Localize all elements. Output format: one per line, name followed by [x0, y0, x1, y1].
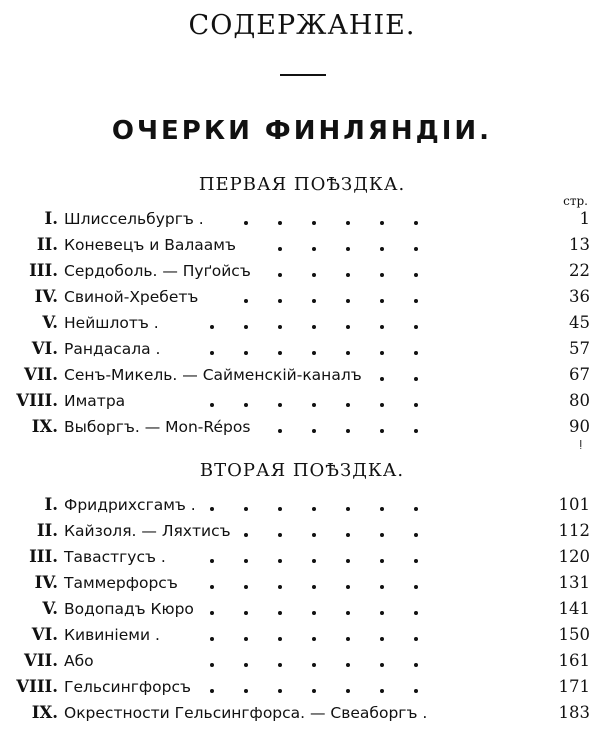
toc-entry: [0, 389, 604, 413]
leader-dot: [380, 325, 384, 329]
leader-dot: [346, 429, 350, 433]
chapter-number: IV.: [34, 573, 58, 592]
page-column-label: стр.: [563, 194, 588, 208]
leader-dot: [210, 637, 214, 641]
leader-dot: [346, 533, 350, 537]
chapter-number: III.: [29, 547, 58, 566]
toc-entry: [0, 519, 604, 543]
chapter-number: V.: [42, 599, 58, 618]
page-number: 22: [569, 261, 590, 280]
leader-dot: [210, 559, 214, 563]
leader-dot: [278, 429, 282, 433]
leader-dot: [210, 507, 214, 511]
leader-dot: [278, 585, 282, 589]
leader-dot: [380, 611, 384, 615]
section-heading-second-trip: ВТОРАЯ ПОѢЗДКА.: [199, 460, 405, 481]
page-number: 36: [569, 287, 590, 306]
leader-dot: [244, 221, 248, 225]
toc-entry: [0, 259, 604, 283]
chapter-number: II.: [36, 235, 58, 254]
leader-dot: [414, 377, 418, 381]
chapter-title: Шлиссельбургъ .: [64, 210, 204, 228]
leader-dot: [244, 507, 248, 511]
leader-dot: [312, 585, 316, 589]
section-heading-first-trip: ПЕРВАЯ ПОѢЗДКА.: [198, 174, 406, 195]
chapter-number: VI.: [31, 625, 58, 644]
leader-dot: [312, 611, 316, 615]
leader-dot: [244, 663, 248, 667]
chapter-number: I.: [44, 209, 58, 228]
chapter-number: V.: [42, 313, 58, 332]
chapter-title: Рандасала .: [64, 340, 161, 358]
page-number: 1: [579, 209, 590, 228]
leader-dot: [414, 507, 418, 511]
page-number: 141: [558, 599, 590, 618]
leader-dot: [278, 351, 282, 355]
leader-dot: [346, 663, 350, 667]
leader-dot: [278, 689, 282, 693]
chapter-title: Сердоболь. — Пуґойсъ: [64, 262, 251, 280]
leader-dot: [346, 507, 350, 511]
page-number: 13: [569, 235, 590, 254]
leader-dot: [244, 351, 248, 355]
chapter-title: Коневецъ и Валаамъ: [64, 236, 236, 254]
leader-dot: [244, 533, 248, 537]
leader-dot: [244, 637, 248, 641]
leader-dot: [278, 533, 282, 537]
leader-dot: [312, 299, 316, 303]
leader-dot: [346, 585, 350, 589]
toc-entry: [0, 597, 604, 621]
chapter-number: I.: [44, 495, 58, 514]
leader-dot: [312, 689, 316, 693]
leader-dot: [312, 403, 316, 407]
leader-dot: [380, 689, 384, 693]
leader-dot: [414, 637, 418, 641]
chapter-number: III.: [29, 261, 58, 280]
leader-dot: [414, 689, 418, 693]
leader-dot: [278, 559, 282, 563]
leader-dot: [346, 273, 350, 277]
leader-dot: [312, 429, 316, 433]
toc-entry: [0, 493, 604, 517]
leader-dot: [312, 507, 316, 511]
page-number: 67: [569, 365, 590, 384]
leader-dot: [278, 221, 282, 225]
toc-entry: [0, 649, 604, 673]
toc-entry: [0, 675, 604, 699]
leader-dot: [346, 299, 350, 303]
toc-entry: [0, 571, 604, 595]
leader-dot: [244, 611, 248, 615]
chapter-title: Водопадъ Кюро: [64, 600, 194, 618]
leader-dot: [414, 663, 418, 667]
leader-dot: [380, 403, 384, 407]
leader-dot: [414, 351, 418, 355]
toc-entry: [0, 337, 604, 361]
chapter-number: II.: [36, 521, 58, 540]
leader-dot: [380, 351, 384, 355]
chapter-title: Або: [64, 652, 94, 670]
chapter-title: Иматра: [64, 392, 126, 410]
leader-dot: [380, 429, 384, 433]
leader-dot: [312, 637, 316, 641]
page-number: 183: [558, 703, 590, 722]
leader-dot: [414, 273, 418, 277]
chapter-number: IX.: [31, 703, 58, 722]
leader-dot: [346, 247, 350, 251]
leader-dot: [278, 611, 282, 615]
chapter-title: Таммерфорсъ: [64, 574, 178, 592]
leader-dot: [312, 663, 316, 667]
leader-dot: [346, 351, 350, 355]
chapter-number: IX.: [31, 417, 58, 436]
leader-dot: [380, 247, 384, 251]
leader-dot: [380, 637, 384, 641]
leader-dot: [414, 429, 418, 433]
chapter-title: Кивиніеми .: [64, 626, 160, 644]
leader-dot: [210, 351, 214, 355]
page-number: 112: [558, 521, 590, 540]
page-number: 171: [558, 677, 590, 696]
leader-dot: [278, 663, 282, 667]
leader-dot: [244, 559, 248, 563]
leader-dot: [244, 403, 248, 407]
leader-dot: [210, 663, 214, 667]
toc-entry: [0, 233, 604, 257]
leader-dot: [244, 299, 248, 303]
leader-dot: [346, 559, 350, 563]
leader-dot: [380, 221, 384, 225]
chapter-title: Гельсингфорсъ: [64, 678, 191, 696]
leader-dot: [414, 611, 418, 615]
leader-dot: [244, 325, 248, 329]
leader-dot: [414, 533, 418, 537]
chapter-title: Кайзоля. — Ляхтисъ: [64, 522, 231, 540]
toc-entry: [0, 545, 604, 569]
leader-dot: [278, 637, 282, 641]
leader-dot: [312, 559, 316, 563]
page-number: 131: [558, 573, 590, 592]
chapter-title: Выборгъ. — Mon-Répos: [64, 418, 251, 436]
print-mark: ǃ: [579, 438, 583, 452]
chapter-title: Нейшлотъ .: [64, 314, 159, 332]
leader-dot: [414, 247, 418, 251]
page-number: 161: [558, 651, 590, 670]
page-title: СОДЕРЖАНІЕ.: [188, 10, 416, 41]
leader-dot: [312, 325, 316, 329]
chapter-title: Тавастгусъ .: [64, 548, 166, 566]
chapter-title: Фридрихсгамъ .: [64, 496, 196, 514]
leader-dot: [278, 273, 282, 277]
toc-entry: [0, 311, 604, 335]
chapter-number: VII.: [24, 651, 58, 670]
leader-dot: [210, 403, 214, 407]
leader-dot: [312, 247, 316, 251]
leader-dot: [346, 221, 350, 225]
leader-dot: [380, 559, 384, 563]
leader-dot: [312, 351, 316, 355]
leader-dot: [380, 273, 384, 277]
leader-dot: [312, 273, 316, 277]
leader-dot: [244, 689, 248, 693]
chapter-number: VIII.: [16, 677, 58, 696]
leader-dot: [380, 533, 384, 537]
leader-dot: [380, 507, 384, 511]
title-divider: [280, 74, 326, 76]
leader-dot: [278, 247, 282, 251]
leader-dot: [346, 689, 350, 693]
leader-dot: [414, 325, 418, 329]
leader-dot: [380, 377, 384, 381]
leader-dot: [346, 637, 350, 641]
leader-dot: [312, 221, 316, 225]
leader-dot: [278, 325, 282, 329]
book-subtitle: ОЧЕРКИ ФИНЛЯНДІИ.: [111, 116, 493, 146]
leader-dot: [278, 507, 282, 511]
page-number: 101: [558, 495, 590, 514]
leader-dot: [380, 585, 384, 589]
chapter-title: Сенъ-Микель. — Сайменскій-каналъ: [64, 366, 362, 384]
chapter-number: IV.: [34, 287, 58, 306]
leader-dot: [380, 663, 384, 667]
toc-entry: [0, 363, 604, 387]
toc-entry: [0, 701, 604, 725]
chapter-number: VIII.: [16, 391, 58, 410]
chapter-title: Окрестности Гельсингфорса. — Свеаборгъ .: [64, 704, 428, 722]
toc-entry: [0, 415, 604, 439]
toc-entry: [0, 207, 604, 231]
leader-dot: [414, 585, 418, 589]
leader-dot: [210, 585, 214, 589]
leader-dot: [210, 689, 214, 693]
leader-dot: [414, 403, 418, 407]
leader-dot: [414, 299, 418, 303]
leader-dot: [278, 299, 282, 303]
page-number: 57: [569, 339, 590, 358]
page-number: 80: [569, 391, 590, 410]
leader-dot: [346, 325, 350, 329]
chapter-number: VI.: [31, 339, 58, 358]
leader-dot: [312, 533, 316, 537]
leader-dot: [278, 403, 282, 407]
leader-dot: [244, 585, 248, 589]
leader-dot: [210, 611, 214, 615]
leader-dot: [380, 299, 384, 303]
toc-entry: [0, 623, 604, 647]
leader-dot: [346, 403, 350, 407]
page-number: 45: [569, 313, 590, 332]
leader-dot: [414, 221, 418, 225]
leader-dot: [210, 325, 214, 329]
chapter-title: Свиной-Хребетъ: [64, 288, 199, 306]
toc-entry: [0, 285, 604, 309]
page-number: 90: [569, 417, 590, 436]
page-number: 120: [558, 547, 590, 566]
page-number: 150: [558, 625, 590, 644]
leader-dot: [414, 559, 418, 563]
leader-dot: [346, 611, 350, 615]
chapter-number: VII.: [24, 365, 58, 384]
